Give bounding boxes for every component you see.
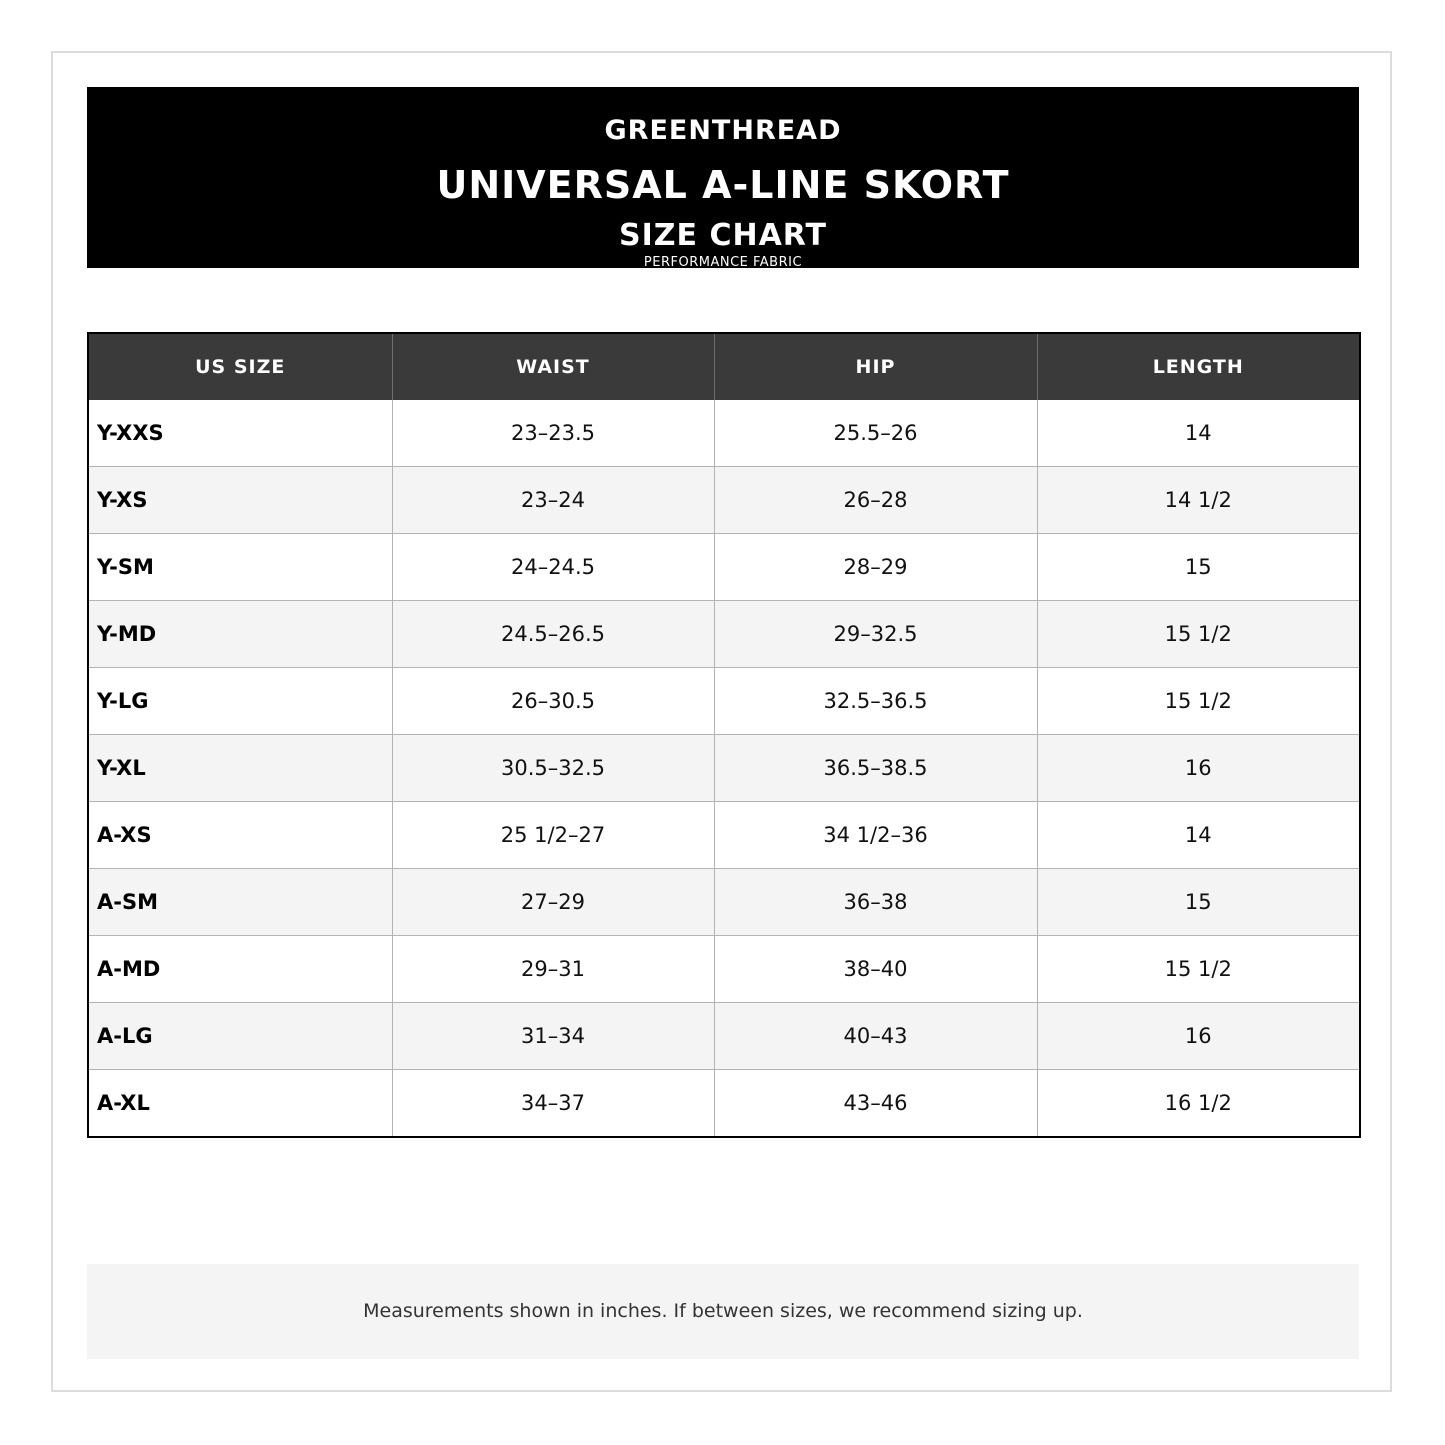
waist-cell: 34–37 (392, 1070, 714, 1138)
table-row (88, 601, 1360, 668)
measurement-note: Measurements shown in inches. If between sizes, we recommend sizing up. (87, 1264, 1359, 1359)
hip-cell: 29–32.5 (714, 601, 1037, 668)
size-cell: Y-XL (88, 735, 392, 802)
waist-cell: 25 1/2–27 (392, 802, 714, 869)
column-header-hip: HIP (714, 333, 1037, 400)
column-header-waist: WAIST (392, 333, 714, 400)
hip-cell: 25.5–26 (714, 400, 1037, 467)
table-row (88, 869, 1360, 936)
size-cell: Y-SM (88, 534, 392, 601)
waist-cell: 23–24 (392, 467, 714, 534)
size-cell: A-SM (88, 869, 392, 936)
length-cell: 14 (1037, 802, 1360, 869)
waist-cell: 24.5–26.5 (392, 601, 714, 668)
length-cell: 15 (1037, 534, 1360, 601)
size-cell: Y-LG (88, 668, 392, 735)
waist-cell: 30.5–32.5 (392, 735, 714, 802)
table-row (88, 735, 1360, 802)
hip-cell: 38–40 (714, 936, 1037, 1003)
hip-cell: 36–38 (714, 869, 1037, 936)
waist-cell: 26–30.5 (392, 668, 714, 735)
length-cell: 16 1/2 (1037, 1070, 1360, 1138)
waist-cell: 23–23.5 (392, 400, 714, 467)
hip-cell: 34 1/2–36 (714, 802, 1037, 869)
table-row (88, 467, 1360, 534)
waist-cell: 27–29 (392, 869, 714, 936)
table-row (88, 534, 1360, 601)
length-cell: 15 1/2 (1037, 668, 1360, 735)
length-cell: 15 1/2 (1037, 601, 1360, 668)
table-row (88, 1070, 1360, 1138)
table-row (88, 936, 1360, 1003)
length-cell: 16 (1037, 1003, 1360, 1070)
hip-cell: 40–43 (714, 1003, 1037, 1070)
waist-cell: 29–31 (392, 936, 714, 1003)
chart-subtitle: SIZE CHART (618, 218, 828, 253)
size-cell: Y-XXS (88, 400, 392, 467)
table-row (88, 802, 1360, 869)
size-cell: A-XL (88, 1070, 392, 1138)
table-row (88, 400, 1360, 467)
hip-cell: 28–29 (714, 534, 1037, 601)
size-cell: Y-XS (88, 467, 392, 534)
length-cell: 14 (1184, 421, 1212, 445)
length-cell: 14 1/2 (1037, 467, 1360, 534)
length-cell: 16 (1037, 735, 1360, 802)
brand-name: GREENTHREAD (604, 115, 842, 146)
table-row (88, 668, 1360, 735)
fabric-tagline: PERFORMANCE FABRIC (643, 255, 803, 270)
length-cell: 15 (1037, 869, 1360, 936)
waist-cell: 31–34 (392, 1003, 714, 1070)
product-title: UNIVERSAL A-LINE SKORT (436, 163, 1010, 207)
waist-cell: 24–24.5 (392, 534, 714, 601)
table-body (88, 400, 1360, 1137)
table-row (88, 1003, 1360, 1070)
hip-cell: 32.5–36.5 (714, 668, 1037, 735)
hip-cell: 43–46 (714, 1070, 1037, 1138)
size-table (87, 332, 1361, 1138)
size-cell: Y-MD (88, 601, 392, 668)
size-cell: A-LG (88, 1003, 392, 1070)
column-header-length: LENGTH (1037, 333, 1360, 400)
title-banner (87, 87, 1359, 268)
column-header-us-size: US SIZE (88, 333, 392, 400)
hip-cell: 26–28 (714, 467, 1037, 534)
length-cell: 15 1/2 (1037, 936, 1360, 1003)
hip-cell: 36.5–38.5 (714, 735, 1037, 802)
size-cell: A-MD (88, 936, 392, 1003)
table-header-row (88, 333, 1360, 400)
size-cell: A-XS (88, 802, 392, 869)
